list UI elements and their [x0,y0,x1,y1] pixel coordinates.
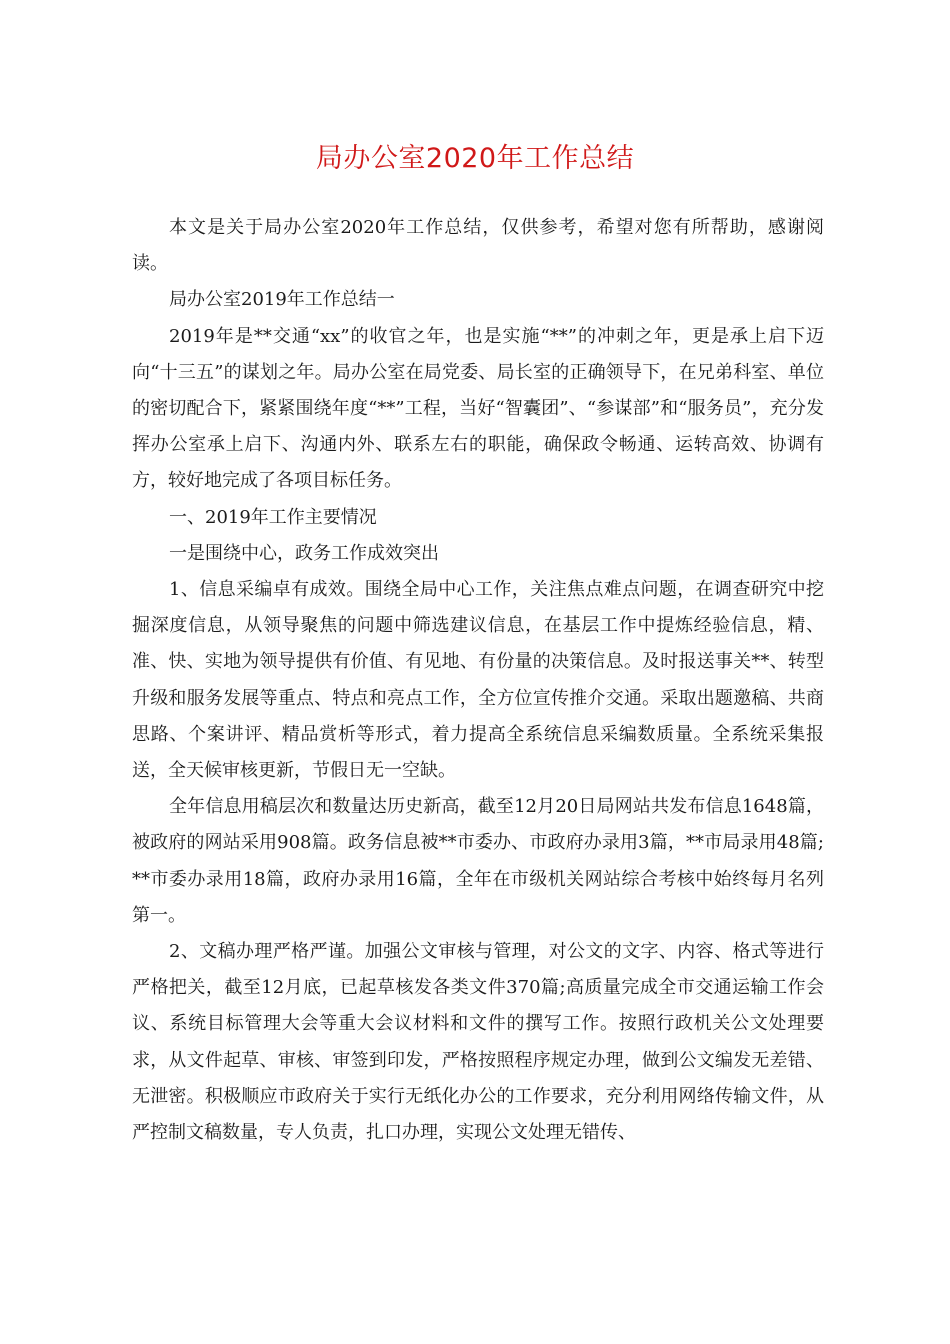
body-paragraph: 2、文稿办理严格严谨。加强公文审核与管理，对公文的文字、内容、格式等进行严格把关，截至12月底，已起草核发各类文件370篇;高质量完成全市交通运输工作会议、系统目标管理大会等重大会议材料和文件的撰写工作。按照行政机关公文处理要求，从文件起草、审核、审签到印发，严格按照程序规定办理，做到公文编发无差错、无泄密。积极顺应市政府关于实行无纸化办公的工作要求，充分利用网络传输文件，从严控制文稿数量，专人负责，扎口办理，实现公文处理无错传、 [132,941,824,1144]
intro-paragraph: 本文是关于局办公室2020年工作总结，仅供参考，希望对您有所帮助，感谢阅读。 [132,217,824,275]
body-paragraph: 全年信息用稿层次和数量达历史新高，截至12月20日局网站共发布信息1648篇，被政府的网站采用908篇。政务信息被**市委办、市政府办录用3篇，**市局录用48篇;**市委办录用18篇，政府办录用16篇，全年在市级机关网站综合考核中始终每月名列第一。 [132,796,824,926]
document-body [132,210,824,1151]
subsection-heading: 一是围绕中心，政务工作成效突出 [169,542,439,564]
body-paragraph: 1、信息采编卓有成效。围绕全局中心工作，关注焦点难点问题，在调查研究中挖掘深度信息，从领导聚焦的问题中筛选建议信息，在基层工作中提炼经验信息，精、准、快、实地为领导提供有价值、有见地、有份量的决策信息。及时报送事关**、转型升级和服务发展等重点、特点和亮点工作，全方位宣传推介交通。采取出题邀稿、共商思路、个案讲评、精品赏析等形式，着力提高全系统信息采编数质量。全系统采集报送，全天候审核更新，节假日无一空缺。 [132,579,824,782]
body-paragraph: 2019年是**交通“xx”的收官之年，也是实施“**”的冲刺之年，更是承上启下迈向“十三五”的谋划之年。局办公室在局党委、局长室的正确领导下，在兄弟科室、单位的密切配合下，紧紧围绕年度“**”工程，当好“智囊团”、“参谋部”和“服务员”，充分发挥办公室承上启下、沟通内外、联系左右的职能，确保政令畅通、运转高效、协调有方，较好地完成了各项目标任务。 [132,325,824,492]
section-heading: 一、2019年工作主要情况 [169,506,377,528]
document-title: 局办公室2020年工作总结 [315,143,635,174]
section-heading: 局办公室2019年工作总结一 [169,289,395,311]
